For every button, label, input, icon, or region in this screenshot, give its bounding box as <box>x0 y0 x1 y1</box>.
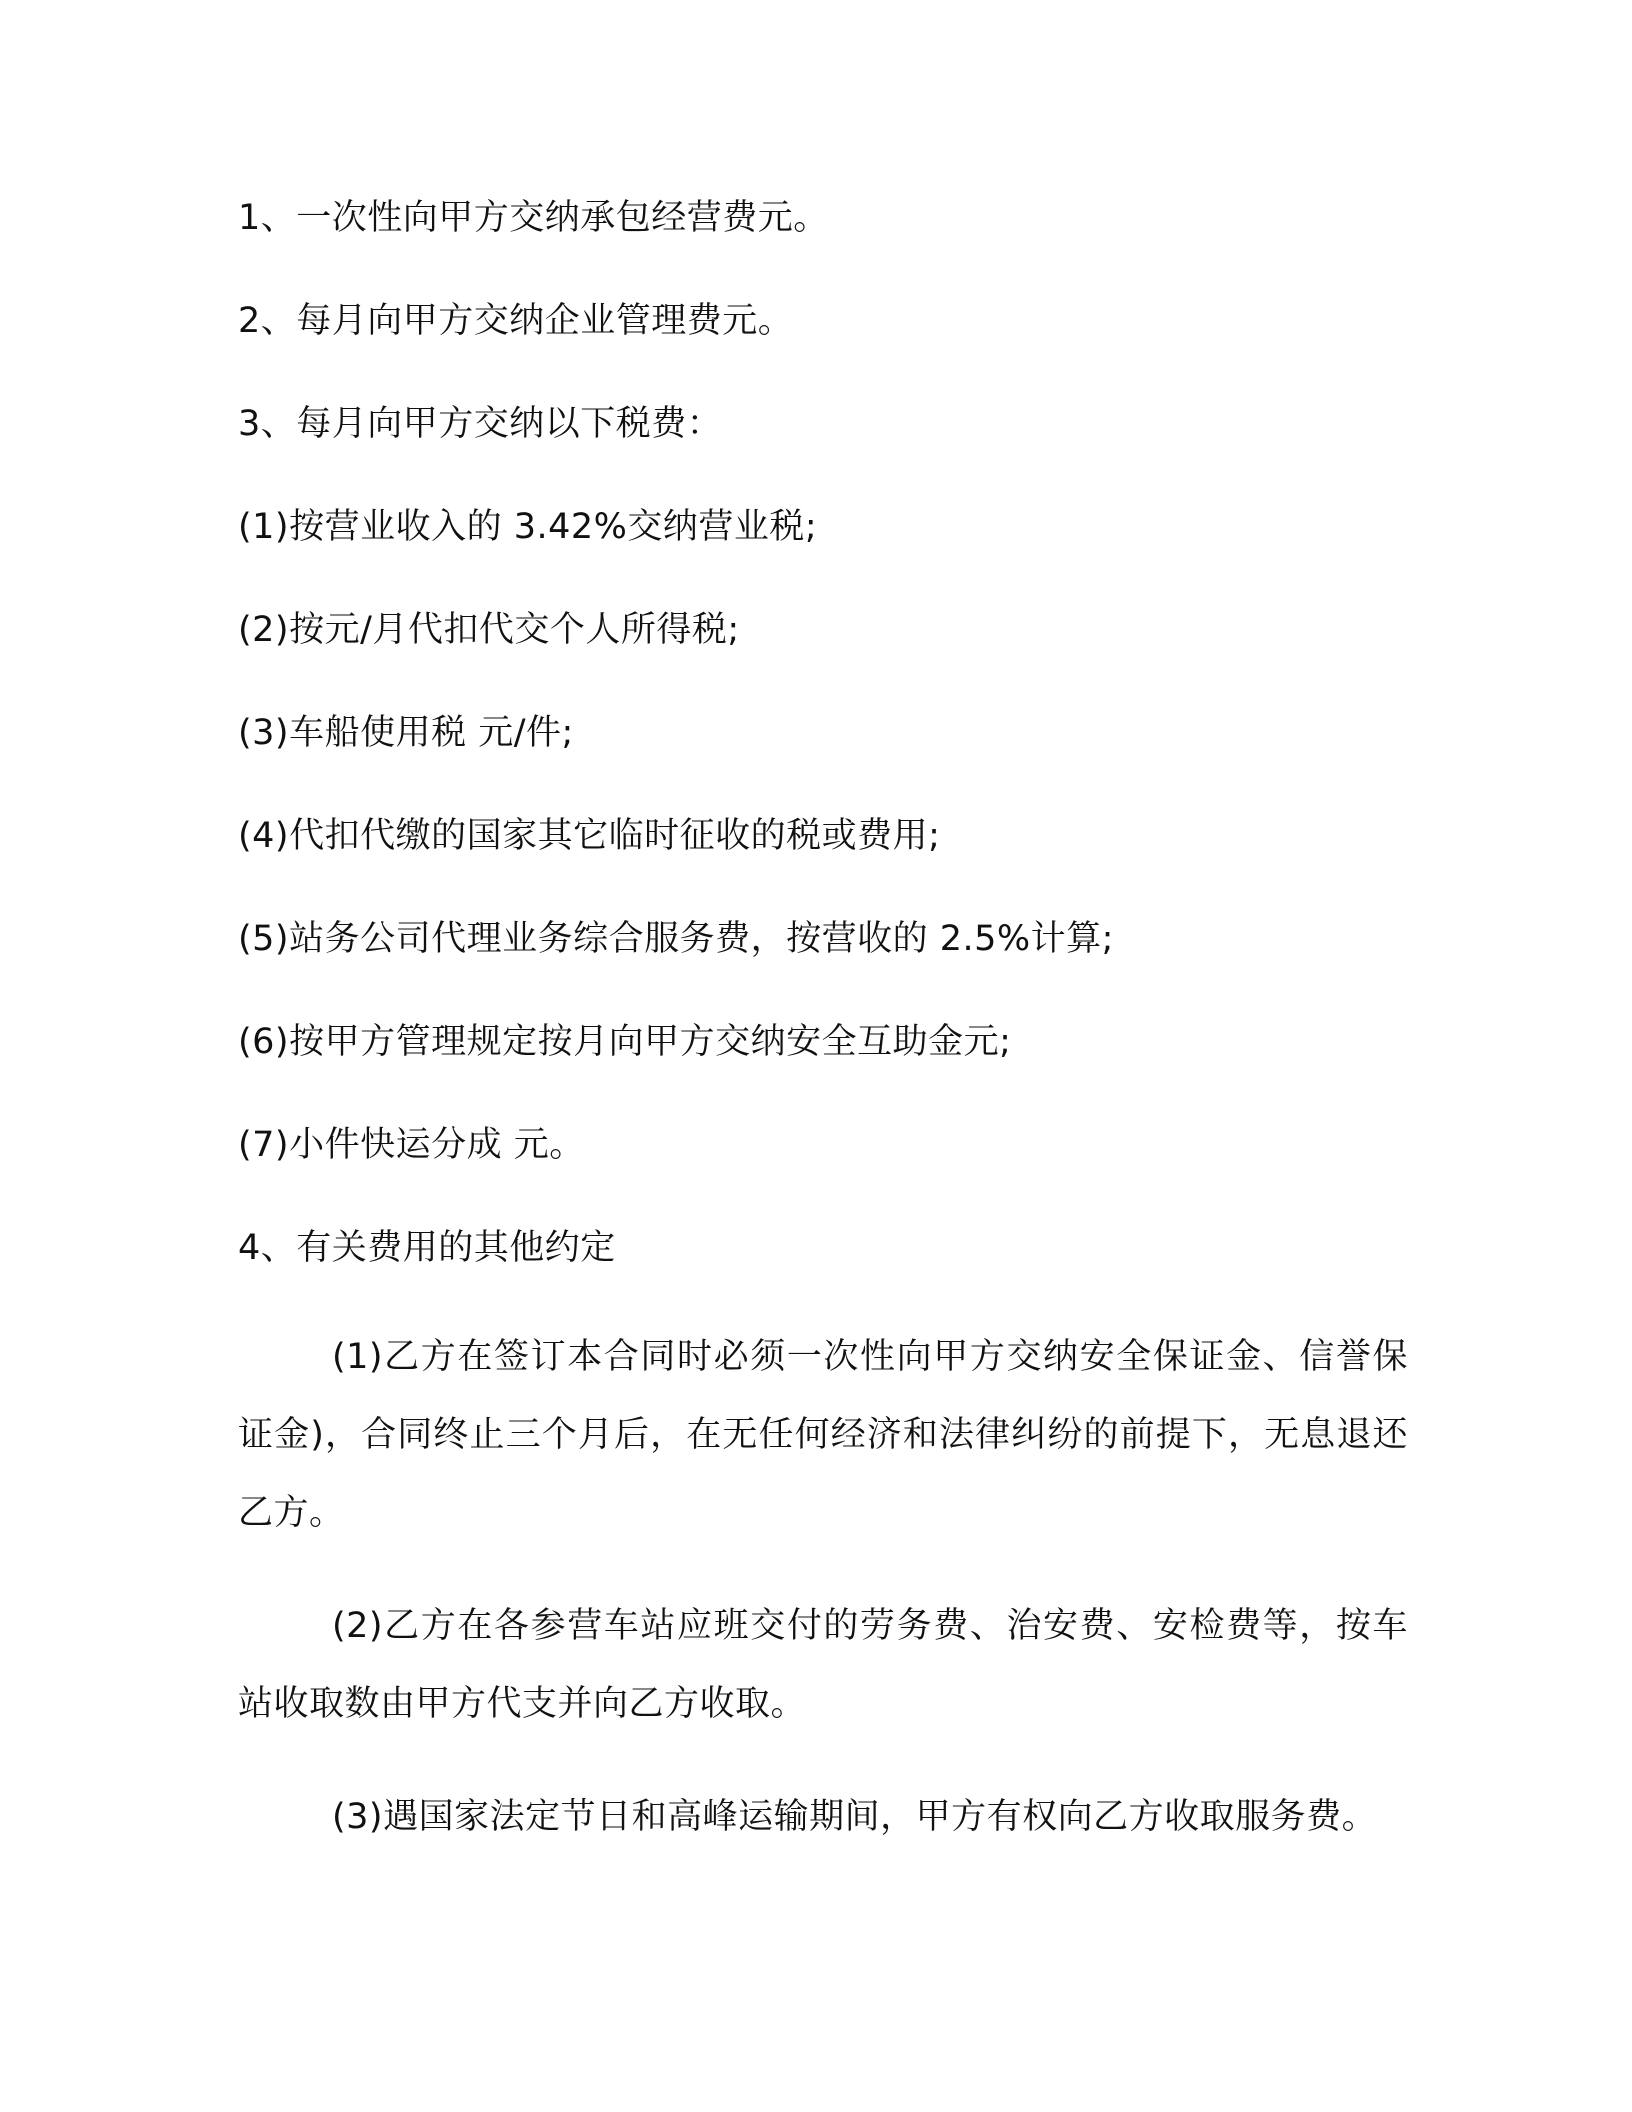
clause-3-item-3: (3)车船使用税 元/件; <box>238 713 574 753</box>
clause-4-paragraph-3: (3)遇国家法定节日和高峰运输期间，甲方有权向乙方收取服务费。 <box>332 1797 1378 1837</box>
clause-3-item-2: (2)按元/月代扣代交个人所得税; <box>238 610 740 650</box>
clause-1-contract-fee: 1、一次性向甲方交纳承包经营费元。 <box>238 198 829 238</box>
clause-3-item-4: (4)代扣代缴的国家其它临时征收的税或费用; <box>238 816 941 856</box>
clause-3-item-1: (1)按营业收入的 3.42%交纳营业税; <box>238 507 818 547</box>
clause-4-paragraph-2: (2)乙方在各参营车站应班交付的劳务费、治安费、安检费等，按车站收取数由甲方代支并向乙方收取。 <box>238 1606 1408 1724</box>
clause-4-paragraph-1: (1)乙方在签订本合同时必须一次性向甲方交纳安全保证金、信誉保证金)，合同终止三个月后，在无任何经济和法律纠纷的前提下，无息退还乙方。 <box>238 1337 1408 1533</box>
clause-4-heading: 4、有关费用的其他约定 <box>238 1228 616 1268</box>
clause-3-item-5: (5)站务公司代理业务综合服务费，按营收的 2.5%计算; <box>238 919 1114 959</box>
document-body <box>238 185 1408 1882</box>
clause-2-management-fee: 2、每月向甲方交纳企业管理费元。 <box>238 301 794 341</box>
clause-3-taxes-heading: 3、每月向甲方交纳以下税费： <box>238 404 723 444</box>
clause-3-item-7: (7)小件快运分成 元。 <box>238 1125 585 1165</box>
clause-3-item-6: (6)按甲方管理规定按月向甲方交纳安全互助金元; <box>238 1022 1012 1062</box>
